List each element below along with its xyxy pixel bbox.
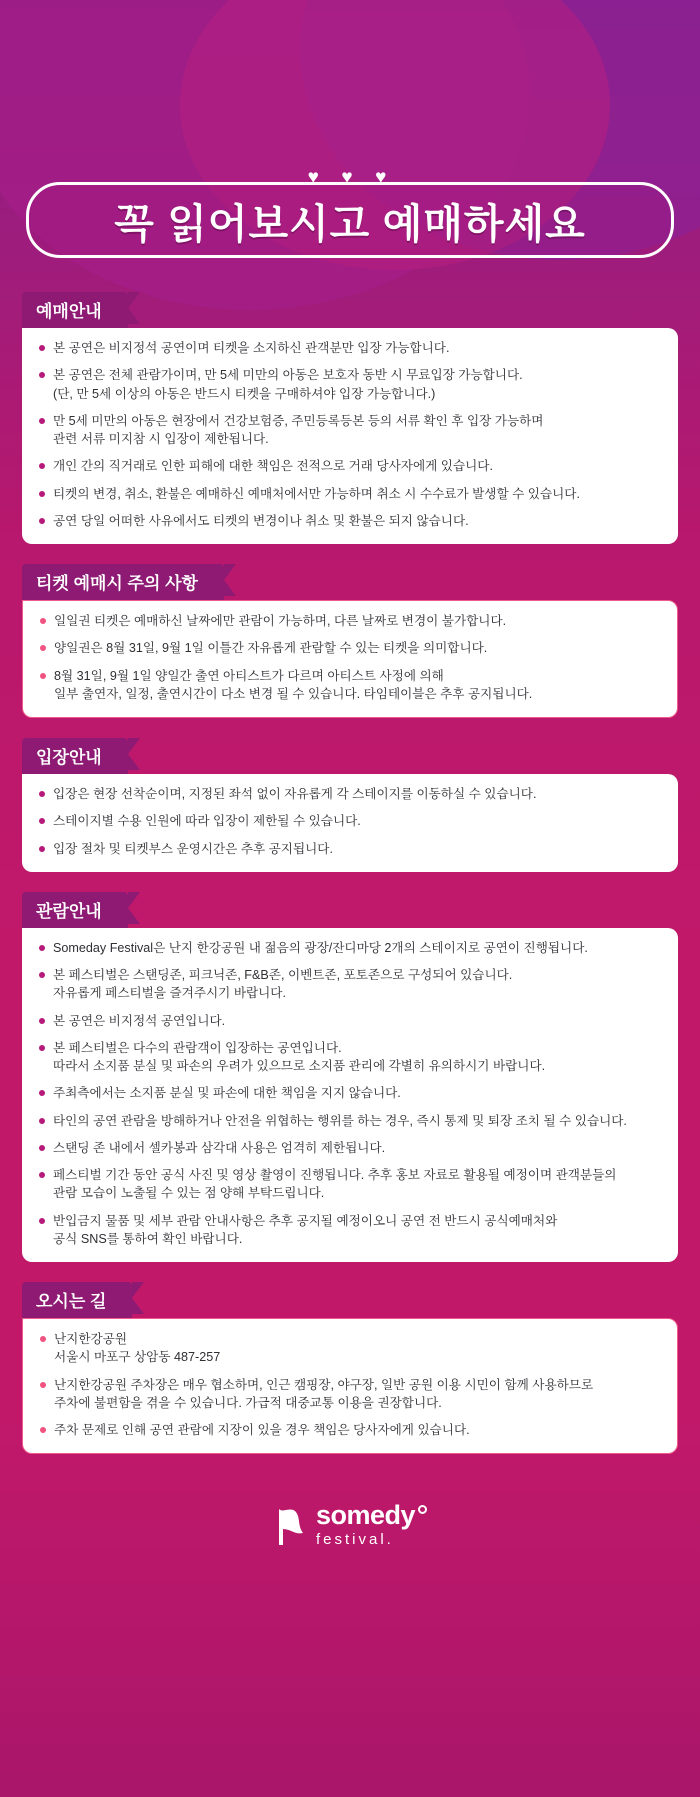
list-item-line: 관람 모습이 노출될 수 있는 점 양해 부탁드립니다. [53, 1186, 325, 1201]
list-item-line: 본 페스티벌은 스탠딩존, 피크닉존, F&B존, 이벤트존, 포토존으로 구성되어 있습니다. [53, 968, 513, 982]
list-item-line: 공식 SNS를 통하여 확인 바랍니다. [53, 1231, 243, 1246]
list-item [39, 1376, 661, 1413]
list-item-line: 페스티벌 기간 동안 공식 사진 및 영상 촬영이 진행됩니다. 추후 홍보 자료로 활용될 예정이며 관객분들의 [53, 1168, 617, 1182]
section-body [22, 600, 678, 718]
list-item-line: 입장은 현장 선착순이며, 지정된 좌석 없이 자유롭게 각 스테이지를 이동하실 수 있습니다. [53, 787, 537, 801]
list-item-line: 자유롭게 페스티벌을 즐겨주시기 바랍니다. [53, 986, 286, 1001]
list-item-line: 타인의 공연 관람을 방해하거나 안전을 위협하는 행위를 하는 경우, 즉시 통제 및 퇴장 조치 될 수 있습니다. [53, 1113, 627, 1128]
list-item [39, 1330, 661, 1367]
page-title: 꼭 읽어보시고 예매하세요 [114, 200, 586, 247]
section-heading: 관람안내 [22, 892, 128, 928]
list-item-line: 본 공연은 비지정석 공연입니다. [53, 1013, 226, 1028]
list-item [38, 939, 662, 957]
section-body [22, 928, 678, 1262]
list-item-line: 난지한강공원 [54, 1332, 127, 1346]
list-item-line: 본 공연은 비지정석 공연이며 티켓을 소지하신 관객분만 입장 가능합니다. [53, 341, 450, 355]
list-item [39, 612, 661, 630]
list-item-line: 주최측에서는 소지품 분실 및 파손에 대한 책임을 지지 않습니다. [53, 1086, 401, 1101]
list-item [39, 639, 661, 657]
heart-icon: ♥ [375, 167, 393, 188]
list-item-line: 공연 당일 어떠한 사유에서도 티켓의 변경이나 취소 및 환불은 되지 않습니다. [53, 513, 469, 528]
notice-list [39, 612, 661, 703]
page-title-banner [26, 182, 674, 258]
list-item-line: 따라서 소지품 분실 및 파손의 우려가 있으므로 소지품 관리에 각별히 유의하시기 바랍니다. [53, 1059, 546, 1073]
section [22, 738, 678, 872]
list-item [38, 512, 662, 530]
section [22, 564, 678, 718]
list-item-line: 주차에 불편함을 겪을 수 있습니다. 가급적 대중교통 이용을 권장합니다. [54, 1395, 442, 1410]
list-item [38, 785, 662, 803]
list-item [38, 412, 662, 449]
notice-list [38, 939, 662, 1248]
list-item-line: (단, 만 5세 이상의 아동은 반드시 티켓을 구매하셔야 입장 가능합니다.) [53, 386, 436, 401]
sections-container [0, 292, 700, 1454]
list-item-line: 티켓의 변경, 취소, 환불은 예매하신 예매처에서만 가능하며 취소 시 수수료가 발생할 수 있습니다. [53, 486, 580, 501]
list-item-line: 관련 서류 미지참 시 입장이 제한됩니다. [53, 432, 269, 446]
list-item [38, 485, 662, 503]
section-heading: 오시는 길 [22, 1282, 132, 1318]
list-item [38, 457, 662, 475]
list-item-line: 반입금지 물품 및 세부 관람 안내사항은 추후 공지될 예정이오니 공연 전 반드시 공식예매처와 [53, 1213, 558, 1228]
list-item-line: 난지한강공원 주차장은 매우 협소하며, 인근 캠핑장, 야구장, 일반 공원 이용 시민이 함께 사용하므로 [54, 1377, 594, 1392]
list-item-line: 본 공연은 전체 관람가이며, 만 5세 미만의 아동은 보호자 동반 시 무료입장 가능합니다. [53, 368, 523, 383]
list-item-line: 일부 출연자, 일정, 출연시간이 다소 변경 될 수 있습니다. 타임테이블은 추후 공지됩니다. [54, 686, 533, 701]
list-item [38, 339, 662, 357]
notice-list [39, 1330, 661, 1439]
somedayfestival-mark-icon [273, 1507, 307, 1547]
notice-list [38, 785, 662, 858]
section-body [22, 1318, 678, 1454]
list-item-line: Someday Festival은 난지 한강공원 내 젊음의 광장/잔디마당 2개의 스테이지로 공연이 진행됩니다. [53, 940, 588, 955]
list-item [38, 812, 662, 830]
logo-line-1: somedy [316, 1502, 427, 1529]
list-item [38, 1084, 662, 1102]
heart-icon: ♥ [307, 167, 325, 188]
list-item [39, 1421, 661, 1439]
section-heading: 예매안내 [22, 292, 128, 328]
list-item-line: 스테이지별 수용 인원에 따라 입장이 제한될 수 있습니다. [53, 814, 361, 829]
list-item [38, 1166, 662, 1203]
list-item-line: 서울시 마포구 상암동 487-257 [54, 1350, 221, 1365]
list-item [38, 1039, 662, 1076]
logo-circle-icon [418, 1505, 427, 1514]
heart-decoration [0, 0, 700, 188]
section-body [22, 328, 678, 544]
list-item-line: 주차 문제로 인해 공연 관람에 지장이 있을 경우 책임은 당사자에게 있습니다. [54, 1423, 470, 1437]
footer-logo [0, 1474, 700, 1576]
list-item [38, 966, 662, 1003]
list-item-line: 8월 31일, 9월 1일 양일간 출연 아티스트가 다르며 아티스트 사정에 의해 [54, 668, 444, 683]
list-item [38, 366, 662, 403]
section-heading: 입장안내 [22, 738, 128, 774]
list-item-line: 본 페스티벌은 다수의 관람객이 입장하는 공연입니다. [53, 1040, 342, 1055]
list-item [38, 1112, 662, 1130]
notice-list [38, 339, 662, 530]
list-item [38, 1212, 662, 1249]
list-item-line: 양일권은 8월 31일, 9월 1일 이틀간 자유롭게 관람할 수 있는 티켓을 의미합니다. [54, 641, 488, 656]
list-item [39, 667, 661, 704]
flag-mark-icon [273, 1507, 307, 1547]
list-item-line: 입장 절차 및 티켓부스 운영시간은 추후 공지됩니다. [53, 841, 333, 856]
logo-text [316, 1502, 427, 1552]
heart-icon: ♥ [341, 167, 359, 188]
section-body [22, 774, 678, 872]
list-item-line: 스탠딩 존 내에서 셀카봉과 삼각대 사용은 엄격히 제한됩니다. [53, 1140, 386, 1155]
logo-line-2: festival. [315, 1531, 394, 1549]
list-item [38, 1012, 662, 1030]
section-heading: 티켓 예매시 주의 사항 [22, 564, 224, 600]
list-item-line: 일일권 티켓은 예매하신 날짜에만 관람이 가능하며, 다른 날짜로 변경이 불가합니다. [54, 614, 507, 628]
section [22, 1282, 678, 1454]
list-item [38, 1139, 662, 1157]
list-item [38, 840, 662, 858]
list-item-line: 만 5세 미만의 아동은 현장에서 건강보험증, 주민등록등본 등의 서류 확인 후 입장 가능하며 [53, 413, 544, 428]
section [22, 892, 678, 1262]
list-item-line: 개인 간의 직거래로 인한 피해에 대한 책임은 전적으로 거래 당사자에게 있습니다. [53, 459, 493, 474]
logo [273, 1502, 427, 1552]
section [22, 292, 678, 544]
